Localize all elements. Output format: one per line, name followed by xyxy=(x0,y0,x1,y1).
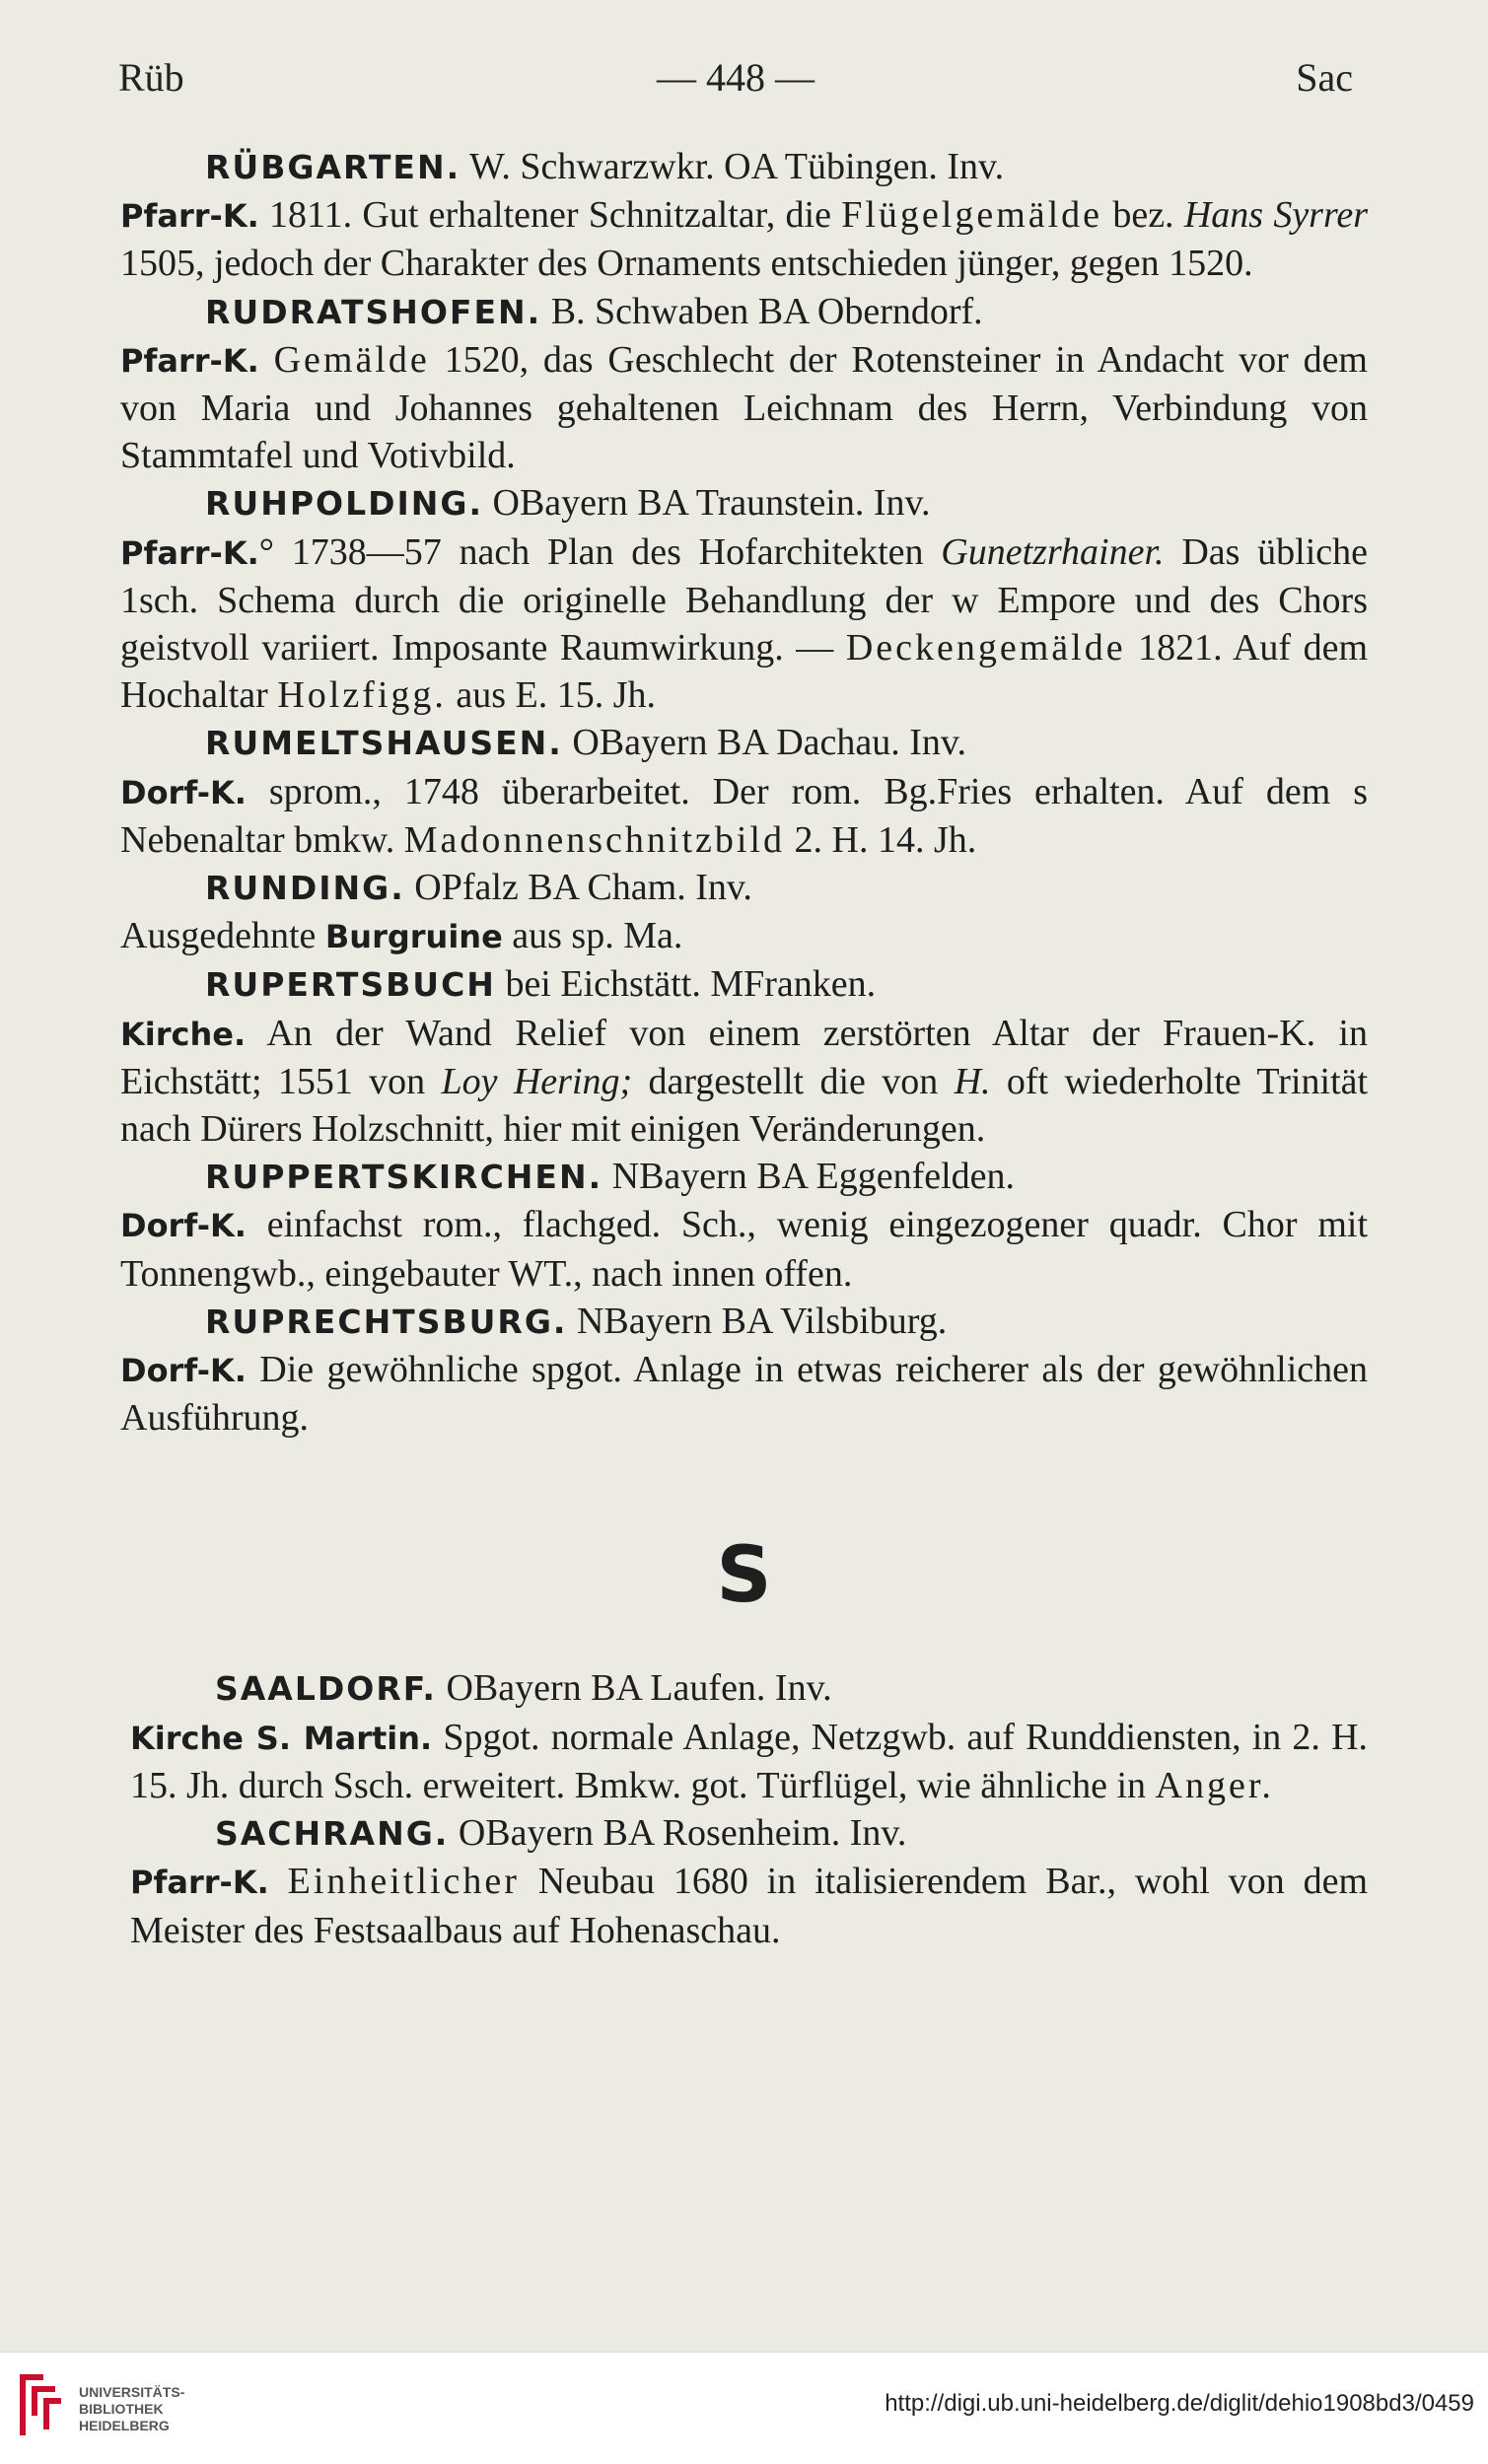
location: OBayern BA Traunstein. Inv. xyxy=(492,482,931,525)
entry-rudratshofen xyxy=(120,288,1368,480)
location: B. Schwaben BA Oberndorf. xyxy=(550,290,983,332)
headword: RUDRATSHOFEN. xyxy=(205,292,542,331)
location: bei Eichstätt. MFranken. xyxy=(505,963,877,1006)
artist-name: Gunetzrhainer. xyxy=(941,530,1165,573)
entry-text: Die gewöhnliche spgot. Anlage in etwas reicherer als der gewöhnlichen Ausführung. xyxy=(120,1349,1369,1440)
headword: SAALDORF. xyxy=(215,1669,437,1709)
section-letter: S xyxy=(716,1531,772,1621)
page-number: — 448 — xyxy=(657,55,815,100)
spaced-term: Flügelgemälde xyxy=(841,194,1103,237)
headword: SACHRANG. xyxy=(215,1814,450,1854)
spaced-term: Deckengemälde xyxy=(845,627,1126,669)
entry-text: 1520, das Geschlecht der Rotensteiner in Andacht vor dem von Maria und Johannes gehaltenen Leichnam des Herrn, Verbindung von Stammtafel und Votivbild. xyxy=(120,338,1368,477)
headword: RUPPERTSKIRCHEN. xyxy=(205,1158,603,1197)
entry-ruhpolding xyxy=(120,479,1368,719)
subhead: Burgruine xyxy=(324,918,503,956)
artist-name: Loy Hering; xyxy=(441,1060,633,1102)
location: OPfalz BA Cham. Inv. xyxy=(414,867,752,909)
entry-text: einfachst rom., flachged. Sch., wenig eingezogener quadr. Chor mit Tonnengwb., eingebauter WT., nach innen offen. xyxy=(120,1204,1369,1295)
headword: RUPRECHTSBURG. xyxy=(205,1302,568,1341)
location: NBayern BA Vilsbiburg. xyxy=(576,1300,948,1342)
viewer-footer xyxy=(0,2352,1488,2464)
running-head xyxy=(118,54,1353,113)
headword: RUHPOLDING. xyxy=(205,484,484,524)
entry-text: Neubau 1680 in italisierendem Bar., wohl von dem Meister des Festsaalbaus auf Hohenaschau. xyxy=(130,1861,1369,1951)
university-logo-icon xyxy=(14,2370,65,2441)
entry-text: 1821. Auf dem Hochaltar xyxy=(120,627,1368,717)
spaced-term: Holzfigg. xyxy=(277,674,447,717)
location: OBayern BA Rosenheim. Inv. xyxy=(458,1812,907,1855)
location: NBayern BA Eggenfelden. xyxy=(611,1156,1016,1198)
entry-rubgarten xyxy=(120,143,1368,288)
headword: RUMELTSHAUSEN. xyxy=(205,724,563,763)
entry-text: oft wiederholte Trinität nach Dürers Holzschnitt, hier mit einigen Veränderungen. xyxy=(120,1060,1369,1151)
entry-text: Das übliche 1sch. Schema durch die originelle Behandlung der w Empore und des Chors geistvoll variiert. Imposante Raumwirkung. — xyxy=(120,530,1369,669)
entry-sachrang xyxy=(120,1809,1368,1954)
location: OBayern BA Dachau. Inv. xyxy=(572,722,966,764)
entry-text: 1811. Gut erhaltener Schnitzaltar, die xyxy=(269,194,831,237)
entry-text: ° 1738—57 nach Plan des Hofarchitekten xyxy=(258,530,924,573)
spaced-term: Anger. xyxy=(1155,1764,1274,1806)
entry-text: Spgot. normale Anlage, Netzgwb. auf Runddiensten, in 2. H. 15. Jh. durch Ssch. erweitert. Bmkw. got. Türflügel, wie ähnliche in xyxy=(130,1716,1369,1806)
subhead: Pfarr-K. xyxy=(120,197,259,236)
entry-runding xyxy=(120,864,1368,960)
entry-text: aus sp. Ma. xyxy=(512,915,683,957)
entry-rupertsbuch xyxy=(120,960,1368,1153)
spaced-term: Gemälde xyxy=(273,338,430,381)
entry-text: 2. H. 14. Jh. xyxy=(794,818,977,861)
subhead: Pfarr-K. xyxy=(130,1864,269,1902)
entry-text: 1505, jedoch der Charakter des Ornaments entschieden jünger, gegen 1520. xyxy=(120,243,1253,285)
subhead: Dorf-K. xyxy=(120,1352,247,1390)
headword: RUPERTSBUCH xyxy=(205,965,496,1005)
subhead: Kirche. xyxy=(120,1015,247,1053)
entry-text: bez. xyxy=(1112,194,1174,237)
permalink-url[interactable]: http://digi.ub.uni-heidelberg.de/diglit/dehio1908bd3/0459 xyxy=(885,2390,1474,2417)
running-head-right: Sac xyxy=(1296,55,1353,100)
body-text xyxy=(120,143,1368,1954)
entry-text: aus E. 15. Jh. xyxy=(456,674,657,717)
entry-text: Ausgedehnte xyxy=(120,915,317,957)
entry-rumeltshausen xyxy=(120,719,1368,864)
entry-text: sprom., 1748 überarbeitet. Der rom. Bg.Fries erhalten. Auf dem s Nebenaltar bmkw. xyxy=(120,770,1368,861)
spaced-term: Einheitlicher xyxy=(287,1861,520,1903)
location: OBayern BA Laufen. Inv. xyxy=(446,1667,832,1710)
spaced-term: Madonnenschnitzbild xyxy=(403,818,785,861)
headword: RUNDING. xyxy=(205,869,405,908)
subhead: Dorf-K. xyxy=(120,1207,247,1245)
entry-ruppertskirchen xyxy=(120,1153,1368,1298)
artist-name: Hans Syrrer xyxy=(1183,194,1369,237)
entry-saaldorf xyxy=(120,1664,1368,1809)
location: W. Schwarzwkr. OA Tübingen. Inv. xyxy=(468,146,1005,187)
library-name: UNIVERSITÄTS- BIBLIOTHEK HEIDELBERG xyxy=(79,2384,185,2433)
artist-initial: H. xyxy=(954,1060,991,1102)
subhead: Dorf-K. xyxy=(120,773,247,811)
headword: RÜBGARTEN. xyxy=(205,148,461,186)
entry-text: dargestellt die von xyxy=(648,1060,939,1102)
subhead: Pfarr-K. xyxy=(120,533,259,572)
entry-text: An der Wand Relief von einem zerstörten Altar der Frauen-K. in Eichstätt; 1551 von xyxy=(120,1012,1368,1102)
running-head-left: Rüb xyxy=(118,55,184,100)
subhead: Pfarr-K. xyxy=(120,341,259,380)
subhead: Kirche S. Martin. xyxy=(130,1719,433,1757)
entry-ruprechtsburg xyxy=(120,1298,1368,1443)
